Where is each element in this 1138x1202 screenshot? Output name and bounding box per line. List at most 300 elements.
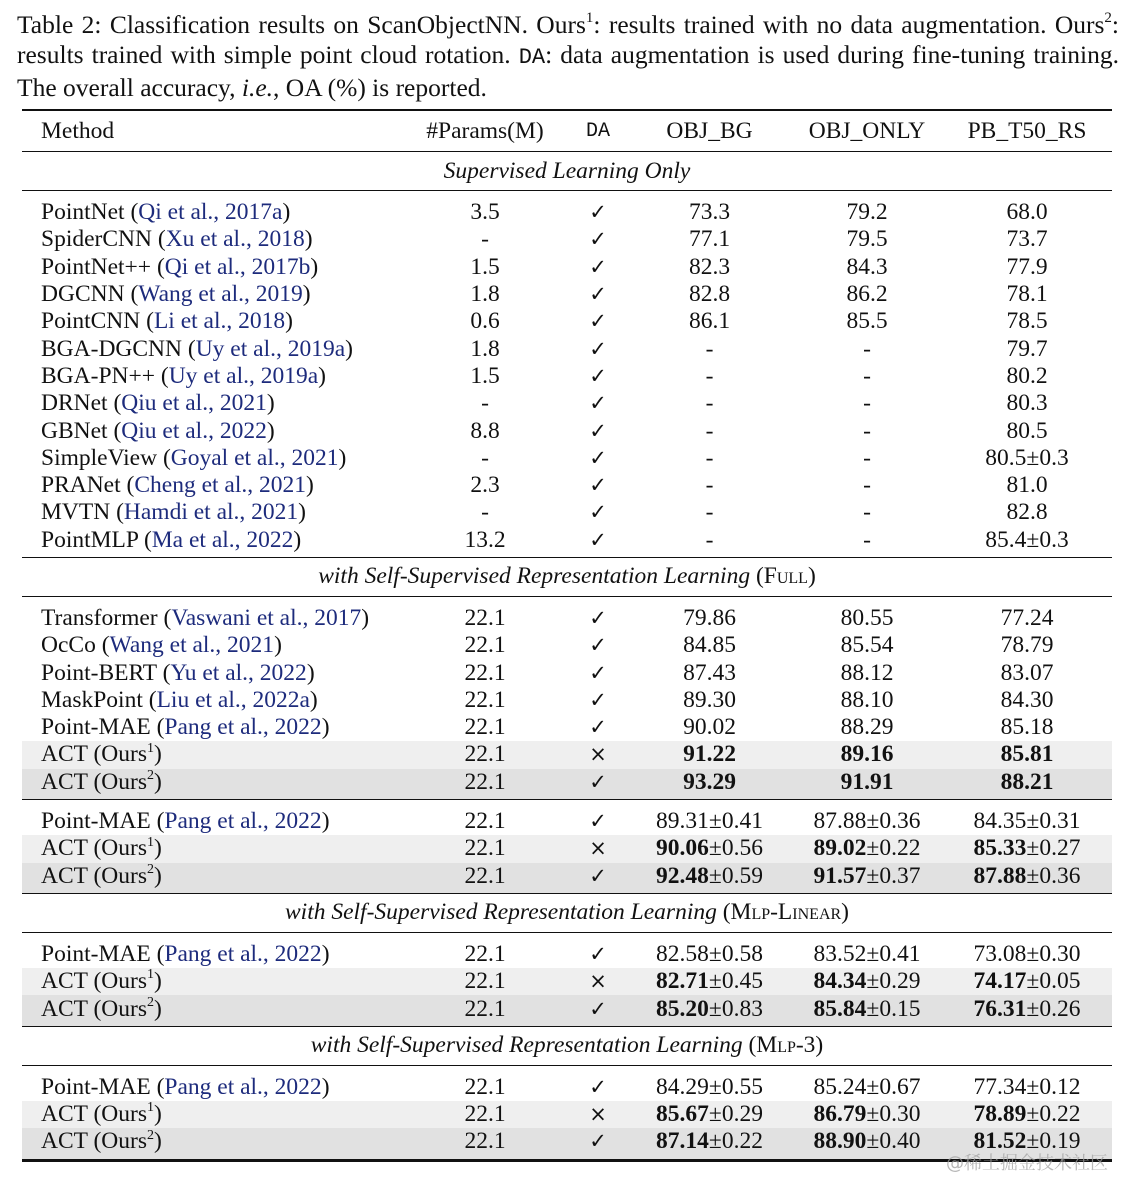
method-cell: BGA-PN++ (Uy et al., 2019a) (41, 362, 326, 389)
check-icon: ✓ (589, 863, 607, 888)
obj-only-cell-value: - (863, 390, 871, 417)
check-icon: ✓ (589, 809, 607, 834)
table-row (22, 363, 1112, 390)
method-name: MVTN (41, 499, 111, 526)
obj-bg-cell-std: ±0.29 (708, 1101, 763, 1128)
check-icon: ✓ (589, 200, 607, 225)
pb-t50-rs-cell-value: 77.34 (973, 1073, 1027, 1100)
pb-t50-rs-cell (942, 968, 1112, 995)
obj-only-cell (792, 527, 942, 558)
pb-t50-rs-cell-value: 81.52 (973, 1128, 1027, 1155)
pb-t50-rs-cell-value: 87.88 (973, 862, 1027, 889)
cross-icon: × (589, 836, 607, 861)
obj-bg-cell-std: ±0.45 (708, 968, 763, 995)
obj-bg-cell-value: - (705, 362, 714, 389)
method-cell: Point-MAE (Pang et al., 2022) (41, 808, 330, 835)
citation-link[interactable]: Uy et al., 2019a (195, 335, 346, 362)
obj-bg-cell-value: 79.86 (683, 605, 736, 631)
obj-only-cell-value: 83.52 (813, 940, 867, 967)
params-cell: 22.1 (464, 808, 506, 835)
method-cell: Transformer (Vaswani et al., 2017) (41, 605, 370, 631)
method-cell: Point-MAE (Pang et al., 2022) (41, 940, 330, 967)
params-cell: 1.8 (470, 281, 500, 308)
method-name: PointCNN (41, 308, 141, 335)
caption-ie: i.e. (241, 73, 274, 102)
pb-t50-rs-cell-std: ±0.30 (1026, 940, 1081, 967)
pb-t50-rs-cell (942, 390, 1112, 417)
method-name: PointMLP (41, 526, 139, 553)
params-cell: 2.3 (470, 472, 500, 499)
obj-only-cell-value: 88.10 (840, 686, 894, 713)
pb-t50-rs-cell (942, 799, 1112, 835)
obj-bg-cell-value: 82.3 (688, 253, 731, 280)
da-cell (569, 1128, 627, 1160)
obj-only-cell (792, 308, 942, 335)
check-icon: ✓ (589, 473, 607, 498)
pb-t50-rs-cell (942, 281, 1112, 308)
check-icon: ✓ (589, 996, 607, 1021)
table-row (22, 191, 1112, 227)
obj-only-cell (792, 417, 942, 444)
col-obj-bg: OBJ_BG (627, 110, 792, 152)
obj-only-cell (792, 1065, 942, 1101)
obj-bg-cell-value: 90.06 (656, 835, 709, 862)
pb-t50-rs-cell (942, 741, 1112, 768)
obj-bg-cell-value: 90.02 (683, 714, 736, 741)
table-row (22, 932, 1112, 968)
obj-only-cell (792, 1128, 942, 1160)
pb-t50-rs-cell (942, 769, 1112, 800)
table-row (22, 499, 1112, 526)
caption-text: : data augmentation is used during fine-tuning training. The overall accuracy, (17, 40, 1120, 102)
method-cell: ACT (Ours$^1$) (22, 968, 401, 995)
pb-t50-rs-cell (942, 1101, 1112, 1128)
table-row (22, 687, 1112, 714)
ours-superscript: 1 (146, 967, 154, 983)
pb-t50-rs-cell-value: 74.17 (973, 968, 1027, 995)
col-method: Method (22, 110, 401, 152)
obj-bg-cell (627, 335, 792, 362)
obj-bg-cell (627, 1101, 792, 1128)
col-da: DA (569, 110, 627, 152)
table-row (22, 995, 1112, 1026)
method-cell: DRNet (Qiu et al., 2021) (41, 390, 275, 417)
pb-t50-rs-cell (942, 1065, 1112, 1101)
obj-bg-cell (627, 932, 792, 968)
obj-bg-cell (627, 445, 792, 472)
obj-bg-cell (627, 390, 792, 417)
pb-t50-rs-cell-value: 84.35 (973, 808, 1027, 835)
da-cell (569, 835, 627, 862)
citation-link[interactable]: Pang et al., 2022 (164, 1073, 322, 1100)
obj-only-cell (792, 968, 942, 995)
cross-icon: × (589, 969, 607, 994)
method-cell: PRANet (Cheng et al., 2021) (41, 472, 314, 499)
pb-t50-rs-cell-std: ±0.05 (1026, 968, 1081, 995)
pb-t50-rs-cell (942, 932, 1112, 968)
obj-only-cell (792, 281, 942, 308)
pb-t50-rs-cell-value: 73.08 (973, 940, 1027, 967)
obj-bg-cell-value: 86.1 (688, 308, 731, 335)
table-row (22, 226, 1112, 253)
section-header (22, 152, 1112, 191)
pb-t50-rs-cell-value: 78.79 (1000, 632, 1054, 659)
method-cell: ACT (Ours$^2$) (22, 863, 401, 894)
da-cell (569, 714, 627, 741)
obj-only-cell-std: ±0.67 (866, 1073, 921, 1100)
pb-t50-rs-cell-std: ±0.31 (1026, 808, 1081, 835)
check-icon: ✓ (589, 660, 607, 685)
table-row (22, 968, 1112, 995)
pb-t50-rs-cell-std: ±0.36 (1026, 862, 1081, 889)
col-obj-only: OBJ_ONLY (792, 110, 942, 152)
obj-bg-cell (627, 596, 792, 632)
ours-superscript: 2 (146, 767, 154, 783)
section-title-suffix: (Full) (755, 563, 816, 590)
method-name: ACT (Ours (41, 1101, 147, 1128)
obj-only-cell (792, 254, 942, 281)
method-cell: DGCNN (Wang et al., 2019) (41, 281, 311, 308)
caption-da: DA (518, 45, 546, 70)
method-name: MaskPoint (41, 686, 143, 713)
citation-link[interactable]: Qi et al., 2017b (164, 253, 311, 280)
obj-only-cell-value: 79.2 (846, 199, 888, 226)
da-cell (569, 687, 627, 714)
obj-bg-cell (627, 835, 792, 862)
da-cell (569, 499, 627, 526)
table-row (22, 1101, 1112, 1128)
pb-t50-rs-cell-value: 78.89 (973, 1101, 1027, 1128)
citation-link[interactable]: Wang et al., 2021 (109, 632, 275, 659)
obj-bg-cell (627, 799, 792, 835)
section-title-text: with Self-Supervised Representation Learning (284, 899, 717, 926)
pb-t50-rs-cell-value: 82.8 (1006, 499, 1048, 526)
params-cell: 22.1 (464, 1073, 506, 1100)
caption-sup: 1 (585, 9, 594, 26)
obj-only-cell (792, 191, 942, 227)
da-cell (569, 527, 627, 558)
section-header (22, 893, 1112, 932)
obj-bg-cell (627, 281, 792, 308)
obj-bg-cell-value: 89.30 (683, 686, 736, 713)
citation-link[interactable]: Pang et al., 2022 (164, 808, 322, 835)
check-icon: ✓ (589, 633, 607, 658)
params-cell: 22.1 (464, 940, 506, 967)
da-cell (569, 335, 627, 362)
obj-only-cell (792, 932, 942, 968)
table-row (22, 714, 1112, 741)
pb-t50-rs-cell-value: 85.33 (973, 835, 1027, 862)
obj-only-cell-std: ±0.36 (866, 808, 921, 835)
table-row (22, 445, 1112, 472)
pb-t50-rs-cell-value: 77.9 (1006, 253, 1048, 280)
check-icon: ✓ (589, 527, 607, 552)
da-cell (569, 281, 627, 308)
citation-link[interactable]: Wang et al., 2019 (138, 281, 303, 308)
section-title-suffix: (Mlp-Linear) (722, 899, 850, 926)
obj-bg-cell (627, 741, 792, 768)
obj-bg-cell (627, 254, 792, 281)
params-cell: 22.1 (464, 714, 506, 741)
da-cell (569, 596, 627, 632)
obj-only-cell (792, 714, 942, 741)
table-row (22, 835, 1112, 862)
obj-only-cell-std: ±0.37 (866, 862, 921, 889)
obj-bg-cell-value: - (705, 526, 714, 553)
method-cell: ACT (Ours$^2$) (22, 1128, 401, 1160)
ours-superscript: 1 (146, 834, 154, 850)
table-row (22, 417, 1112, 444)
obj-bg-cell-std: ±0.83 (708, 995, 763, 1022)
method-cell: SimpleView (Goyal et al., 2021) (41, 444, 347, 471)
params-cell: - (481, 226, 489, 253)
params-cell: 22.1 (464, 632, 506, 659)
pb-t50-rs-cell (942, 835, 1112, 862)
obj-bg-cell-value: 73.3 (688, 199, 731, 226)
obj-only-cell-value: - (863, 499, 871, 526)
da-cell (569, 308, 627, 335)
params-cell: 22.1 (464, 659, 506, 686)
pb-t50-rs-cell-value: 68.0 (1006, 199, 1048, 226)
citation-link[interactable]: Cheng et al., 2021 (134, 472, 307, 499)
obj-only-cell (792, 835, 942, 862)
obj-only-cell-value: 84.34 (813, 968, 867, 995)
obj-only-cell-value: 91.91 (840, 768, 894, 795)
method-name: GBNet (41, 417, 108, 444)
header-row (22, 110, 1112, 152)
method-name: Point-MAE (41, 1073, 151, 1100)
citation-link[interactable]: Ma et al., 2022 (151, 526, 294, 553)
citation-link[interactable]: Qi et al., 2017a (138, 199, 283, 226)
obj-bg-cell (627, 226, 792, 253)
citation-link[interactable]: Li et al., 2018 (153, 308, 286, 335)
table-row (22, 659, 1112, 686)
method-cell: Point-MAE (Pang et al., 2022) (41, 1073, 330, 1100)
obj-only-cell-std: ±0.22 (866, 835, 921, 862)
table-row (22, 632, 1112, 659)
obj-bg-cell (627, 714, 792, 741)
params-cell: 0.6 (470, 308, 500, 335)
pb-t50-rs-cell-std: ±0.19 (1026, 1128, 1081, 1155)
citation-link[interactable]: Vaswani et al., 2017 (171, 605, 362, 631)
da-cell (569, 226, 627, 253)
obj-bg-cell-value: - (705, 417, 714, 444)
method-cell: OcCo (Wang et al., 2021) (41, 632, 282, 659)
obj-bg-cell-std: ±0.55 (708, 1073, 763, 1100)
pb-t50-rs-cell-value: 85.18 (1000, 714, 1054, 741)
obj-bg-cell-value: 85.20 (656, 995, 709, 1022)
obj-only-cell (792, 335, 942, 362)
citation-link[interactable]: Liu et al., 2022a (156, 686, 310, 713)
obj-only-cell (792, 741, 942, 768)
citation-link[interactable]: Yu et al., 2022 (170, 659, 307, 686)
obj-bg-cell-value: 84.29 (656, 1073, 709, 1100)
check-icon: ✓ (589, 500, 607, 525)
obj-bg-cell-std: ±0.56 (708, 835, 763, 862)
pb-t50-rs-cell-value: 77.24 (1000, 605, 1054, 631)
obj-only-cell-value: 85.84 (813, 995, 867, 1022)
table-body (22, 152, 1112, 1161)
caption-text: Classification results on ScanObjectNN. Ours (109, 10, 586, 39)
method-name: ACT (Ours (41, 862, 147, 889)
caption-text: : results trained with simple point cloud rotation. (17, 10, 1119, 69)
pb-t50-rs-cell-value: 80.3 (1006, 390, 1048, 417)
obj-bg-cell-std: ±0.22 (708, 1128, 763, 1155)
pb-t50-rs-cell-value: 84.30 (1000, 686, 1054, 713)
check-icon: ✓ (589, 1074, 607, 1099)
da-cell (569, 741, 627, 768)
da-cell (569, 1101, 627, 1128)
obj-only-cell (792, 632, 942, 659)
section-header (22, 557, 1112, 596)
obj-bg-cell-value: 77.1 (688, 226, 731, 253)
obj-bg-cell-value: - (705, 499, 714, 526)
params-cell: 22.1 (401, 741, 569, 768)
method-cell: GBNet (Qiu et al., 2022) (41, 417, 275, 444)
citation-link[interactable]: Hamdi et al., 2021 (123, 499, 299, 526)
table-row (22, 254, 1112, 281)
method-name: DGCNN (41, 281, 125, 308)
params-cell: 3.5 (470, 199, 500, 226)
obj-only-cell-value: - (863, 444, 871, 471)
params-cell: - (481, 444, 489, 471)
pb-t50-rs-cell (942, 527, 1112, 558)
method-name: BGA-DGCNN (41, 335, 182, 362)
pb-t50-rs-cell-value: 78.1 (1006, 281, 1048, 308)
method-cell: Point-BERT (Yu et al., 2022) (41, 659, 315, 686)
table-row (22, 741, 1112, 768)
params-cell: 22.1 (401, 863, 569, 894)
section-title (22, 893, 1112, 932)
obj-bg-cell-std: ±0.58 (708, 940, 763, 967)
pb-t50-rs-cell-std: ±0.26 (1026, 995, 1081, 1022)
params-cell: - (481, 390, 489, 417)
method-name: Point-MAE (41, 714, 151, 741)
pb-t50-rs-cell (942, 632, 1112, 659)
obj-bg-cell (627, 191, 792, 227)
pb-t50-rs-cell (942, 659, 1112, 686)
cross-icon: × (589, 1102, 607, 1127)
watermark: @稀土掘金技术社区 (946, 1153, 1108, 1174)
obj-only-cell (792, 769, 942, 800)
params-cell: 22.1 (401, 968, 569, 995)
obj-bg-cell-value: - (705, 444, 714, 471)
citation-link[interactable]: Uy et al., 2019a (168, 362, 319, 389)
pb-t50-rs-cell (942, 995, 1112, 1026)
obj-only-cell (792, 863, 942, 894)
method-cell: MaskPoint (Liu et al., 2022a) (41, 686, 318, 713)
cross-icon: × (589, 742, 607, 767)
table-row (22, 390, 1112, 417)
obj-only-cell-std: ±0.41 (866, 940, 921, 967)
check-icon: ✓ (589, 769, 607, 794)
pb-t50-rs-cell-value: 80.2 (1006, 362, 1048, 389)
obj-bg-cell-value: - (705, 335, 714, 362)
pb-t50-rs-cell-std: ±0.27 (1026, 835, 1081, 862)
citation-link[interactable]: Goyal et al., 2021 (170, 444, 339, 471)
da-cell (569, 363, 627, 390)
citation-link[interactable]: Qiu et al., 2021 (121, 390, 267, 417)
method-name: PRANet (41, 472, 121, 499)
col-pb-t50-rs: PB_T50_RS (942, 110, 1112, 152)
params-cell: 22.1 (401, 995, 569, 1026)
section-header (22, 1026, 1112, 1065)
obj-bg-cell (627, 1065, 792, 1101)
method-name: BGA-PN++ (41, 362, 155, 389)
obj-only-cell (792, 472, 942, 499)
obj-only-cell (792, 995, 942, 1026)
table-row (22, 863, 1112, 894)
pb-t50-rs-cell-value: 80.5 (1006, 417, 1048, 444)
method-cell: ACT (Ours$^1$) (22, 835, 401, 862)
obj-only-cell-value: 89.16 (840, 741, 894, 768)
obj-bg-cell (627, 472, 792, 499)
check-icon: ✓ (589, 254, 607, 279)
obj-only-cell-value: 86.79 (813, 1101, 867, 1128)
ours-superscript: 1 (146, 1100, 154, 1116)
section-title-text: Supervised Learning Only (443, 157, 691, 184)
pb-t50-rs-cell (942, 308, 1112, 335)
obj-only-cell-value: 80.55 (840, 605, 894, 631)
obj-only-cell (792, 659, 942, 686)
ours-superscript: 2 (146, 1127, 154, 1143)
method-cell: ACT (Ours$^2$) (22, 769, 401, 800)
pb-t50-rs-cell-value: 81.0 (1006, 472, 1048, 499)
da-cell (569, 968, 627, 995)
method-cell: ACT (Ours$^1$) (22, 741, 401, 768)
obj-only-cell (792, 226, 942, 253)
citation-link[interactable]: Pang et al., 2022 (164, 714, 322, 741)
citation-link[interactable]: Qiu et al., 2022 (121, 417, 267, 444)
pb-t50-rs-cell-value: 85.4±0.3 (985, 526, 1069, 553)
check-icon: ✓ (589, 336, 607, 361)
table-row (22, 308, 1112, 335)
method-cell: Point-MAE (Pang et al., 2022) (41, 714, 330, 741)
da-cell (569, 191, 627, 227)
caption-text: : results trained with no data augmentation. Ours (593, 10, 1105, 39)
da-cell (569, 472, 627, 499)
obj-bg-cell (627, 363, 792, 390)
check-icon: ✓ (589, 445, 607, 470)
obj-only-cell-std: ±0.29 (866, 968, 921, 995)
pb-t50-rs-cell (942, 472, 1112, 499)
check-icon: ✓ (589, 363, 607, 388)
method-name: SimpleView (41, 444, 158, 471)
obj-only-cell-value: - (863, 335, 871, 362)
obj-bg-cell-value: 93.29 (683, 768, 736, 795)
caption-label: Table 2: (17, 10, 102, 39)
check-icon: ✓ (589, 606, 607, 630)
check-icon: ✓ (589, 1129, 607, 1154)
citation-link[interactable]: Pang et al., 2022 (164, 940, 322, 967)
table-row (22, 769, 1112, 800)
ours-superscript: 2 (146, 861, 154, 877)
citation-link[interactable]: Xu et al., 2018 (165, 226, 305, 253)
ours-superscript: 2 (146, 994, 154, 1010)
obj-bg-cell (627, 417, 792, 444)
params-cell: 22.1 (401, 835, 569, 862)
pb-t50-rs-cell (942, 254, 1112, 281)
pb-t50-rs-cell-value: 85.81 (1000, 741, 1054, 768)
obj-only-cell-value: 85.5 (846, 308, 888, 335)
method-name: ACT (Ours (41, 741, 147, 768)
da-cell (569, 769, 627, 800)
da-cell (569, 632, 627, 659)
method-cell: PointCNN (Li et al., 2018) (41, 308, 293, 335)
obj-only-cell-value: 88.12 (840, 659, 894, 686)
obj-bg-cell-value: 87.14 (656, 1128, 709, 1155)
method-cell: ACT (Ours$^2$) (22, 995, 401, 1026)
